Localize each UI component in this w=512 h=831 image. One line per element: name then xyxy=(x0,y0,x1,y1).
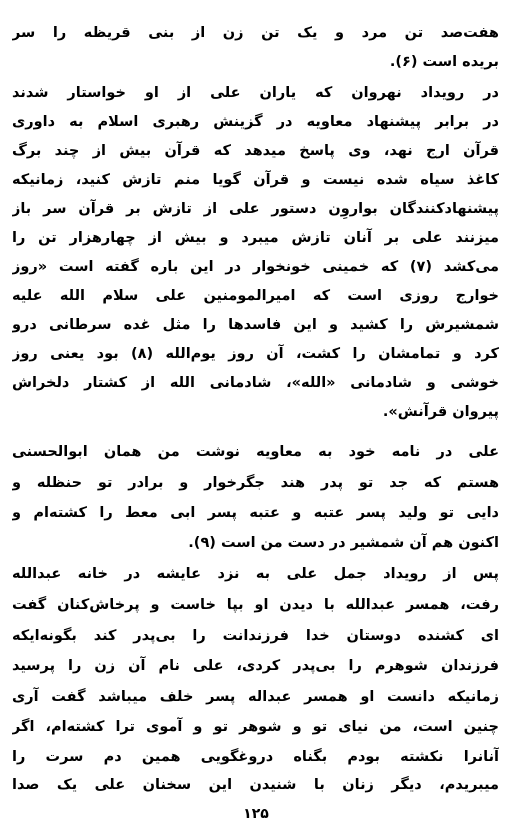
text-line: هستم که جد تو پدر هند جگرخوار و برادر تو حنظله و xyxy=(12,475,499,491)
text-line: خوشی و شادمانی «الله»، شادمانی الله از کشتار دلخراش xyxy=(12,375,499,391)
text-line: هفت‌صد تن مرد و یک تن زن از بنی قریظه را سر xyxy=(12,25,499,41)
text-line: خوارج روزی است که امیرالمومنین علی سلام الله علیه xyxy=(12,288,499,304)
text-line: چنین است، من نیای تو و شوهر تو و آموی ترا کشته‌ام، اگر xyxy=(12,719,499,735)
text-line: بریده است (۶). xyxy=(389,54,499,70)
text-line: رفت، همسر عبدالله با دیدن او بپا خاست و پرخاش‌کنان گفت xyxy=(12,597,499,613)
text-line: میبریدم، دیگر زنان با شنیدن این سخنان علی یک صدا xyxy=(12,777,499,793)
text-line: میزنند علی بر آنان تازش میبرد و بیش از چهارهزار تن را xyxy=(12,230,499,246)
text-line: پس از رویداد جمل علی به نزد عایشه در خانه عبدالله xyxy=(12,566,499,582)
page-number: ۱۲۵ xyxy=(243,806,269,822)
text-line: کاغذ سیاه شده نیست و قرآن گویا منم تازش کنید، زمانیکه xyxy=(12,172,499,188)
text-line: دایی تو ولید پسر عتبه و عتبه پسر ابی معط را کشته‌ام و xyxy=(12,505,499,521)
text-line: ای کشنده دوستان خدا فرزندانت را بی‌پدر کند بگونه‌ایکه xyxy=(12,628,499,644)
text-line: قرآن ارج نهد، وی پاسخ میدهد که قرآن بیش از چند برگ xyxy=(12,143,499,159)
text-line: زمانیکه دانست او همسر عبداله پسر خلف میباشد گفت آری xyxy=(12,689,499,705)
text-line: پیشنهادکنندگان بواروِن دستور علی از تازش بر قرآن سر باز xyxy=(12,201,499,217)
text-line: فرزندان شوهرم را بی‌پدر کردی، علی نام آن زن را پرسید xyxy=(12,658,499,674)
text-line: در برابر پیشنهاد معاویه در گزینش رهبری اسلام به داوری xyxy=(12,114,499,130)
text-line: علی در نامه خود به معاویه نوشت من همان ابوالحسنی xyxy=(12,444,499,460)
text-line: پیروان قرآنش». xyxy=(382,404,499,420)
text-line: می‌کشد (۷) که خمینی خونخوار در این باره گفته است «روز xyxy=(12,259,499,275)
text-line: کرد و تمامشان را کشت، آن روز یوم‌الله (۸) بود یعنی روز xyxy=(12,346,499,362)
text-line: در رویداد نهروان که یاران علی از او خواستار شدند xyxy=(12,85,499,101)
text-line: آنانرا نکشته بودم بگناه دروغگویی همین دم سرت را xyxy=(12,749,499,765)
text-line: اکنون هم آن شمشیر در دست من است (۹). xyxy=(188,535,499,551)
text-line: شمشیرش را کشید و این فاسدها را مثل غده سرطانی درو xyxy=(12,317,499,333)
